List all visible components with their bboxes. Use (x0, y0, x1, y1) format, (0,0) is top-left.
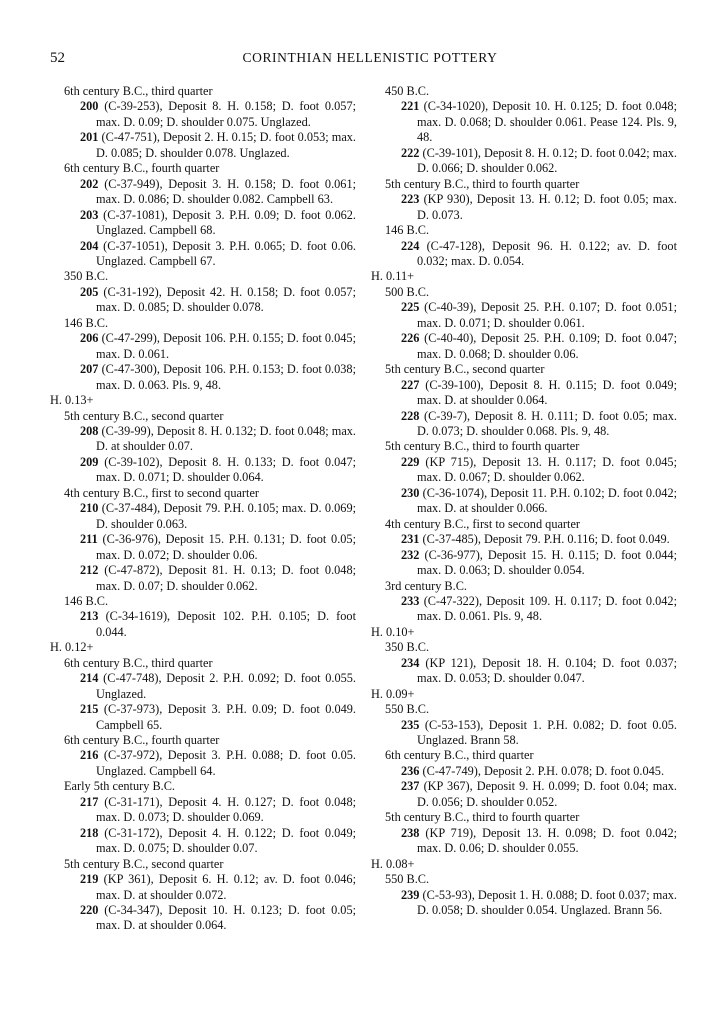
date-heading: 350 B.C. (64, 269, 109, 284)
date-heading: 450 B.C. (385, 84, 430, 98)
catalog-number: 239 (401, 887, 420, 902)
catalog-entry (50, 99, 356, 130)
catalog-entry (371, 455, 677, 486)
catalog-number: 231 (401, 532, 420, 547)
catalog-entry (371, 826, 677, 857)
catalog-number: 212 (80, 563, 99, 578)
catalog-entry (50, 455, 356, 486)
catalog-number: 230 (401, 485, 420, 500)
catalog-entry (50, 563, 356, 594)
catalog-description: (C-39-99), Deposit 8. H. 0.132; D. foot 0.048; max. D. at shoulder 0.07. (96, 423, 356, 454)
height-heading: H. 0.09+ (371, 686, 415, 701)
catalog-number: 205 (80, 284, 99, 299)
catalog-entry (371, 548, 677, 579)
catalog-number: 222 (401, 145, 420, 160)
catalog-description: (C-47-299), Deposit 106. P.H. 0.155; D. foot 0.045; max. D. 0.061. (96, 331, 356, 361)
catalog-description: (C-31-172), Deposit 4. H. 0.122; D. foot 0.049; max. D. 0.075; D. shoulder 0.07. (96, 825, 357, 856)
catalog-entry (50, 239, 356, 270)
date-heading: 500 B.C. (385, 284, 430, 299)
catalog-description: (C-31-192), Deposit 42. H. 0.158; D. foot 0.057; max. D. 0.085; D. shoulder 0.078. (96, 284, 356, 315)
catalog-description: (C-37-1081), Deposit 3. P.H. 0.09; D. foot 0.062. Unglazed. Campbell 68. (96, 207, 356, 238)
catalog-number: 217 (80, 794, 99, 809)
date-heading: 5th century B.C., third to fourth quarter (385, 439, 580, 454)
catalog-description: (C-31-171), Deposit 4. H. 0.127; D. foot 0.048; max. D. 0.073; D. shoulder 0.069. (96, 794, 357, 825)
catalog-entry (50, 609, 356, 640)
catalog-description: (C-37-485), Deposit 79. P.H. 0.116; D. foot 0.049. (422, 532, 670, 547)
catalog-entry (371, 532, 677, 547)
catalog-number: 213 (80, 609, 99, 624)
catalog-number: 238 (401, 825, 420, 840)
date-heading: 3rd century B.C. (385, 578, 467, 593)
height-heading: H. 0.13+ (50, 393, 94, 408)
catalog-number: 215 (80, 702, 99, 717)
catalog-number: 218 (80, 825, 99, 840)
catalog-number: 223 (401, 192, 420, 207)
date-heading: Early 5th century B.C. (64, 779, 175, 794)
catalog-description: (KP 715), Deposit 13. H. 0.117; D. foot 0.045; max. D. 0.067; D. shoulder 0.062. (417, 454, 677, 485)
catalog-entry (371, 764, 677, 779)
catalog-entry (50, 208, 356, 239)
date-heading: 6th century B.C., third quarter (385, 748, 534, 763)
running-title: CORINTHIAN HELLENISTIC POTTERY (242, 50, 498, 65)
date-heading: 5th century B.C., second quarter (64, 408, 224, 423)
catalog-entry (371, 378, 677, 409)
catalog-number: 236 (401, 763, 420, 778)
date-heading: 6th century B.C., fourth quarter (64, 161, 220, 176)
date-heading: 5th century B.C., third to fourth quarter (385, 810, 580, 825)
catalog-number: 225 (401, 300, 420, 315)
height-heading: H. 0.11+ (371, 269, 415, 284)
catalog-entry (371, 331, 677, 362)
catalog-entry (371, 99, 677, 145)
catalog-number: 201 (80, 130, 99, 145)
catalog-entry (371, 486, 677, 517)
catalog-number: 210 (80, 501, 99, 516)
catalog-description: (KP 367), Deposit 9. H. 0.099; D. foot 0.04; max. D. 0.056; D. shoulder 0.052. (417, 779, 678, 809)
catalog-entry (371, 192, 677, 223)
height-heading: H. 0.08+ (371, 856, 415, 871)
catalog-description: (C-36-976), Deposit 15. P.H. 0.131; D. foot 0.05; max. D. 0.072; D. shoulder 0.06. (96, 532, 356, 562)
catalog-number: 235 (401, 717, 420, 732)
catalog-number: 234 (401, 655, 420, 670)
catalog-entry (371, 239, 677, 270)
date-heading: 5th century B.C., third to fourth quarter (385, 176, 580, 191)
date-heading: 5th century B.C., second quarter (385, 362, 545, 377)
catalog-description: (C-47-749), Deposit 2. P.H. 0.078; D. foot 0.045. (422, 763, 665, 778)
date-heading: 4th century B.C., first to second quarter (64, 485, 259, 500)
catalog-description: (C-47-872), Deposit 81. H. 0.13; D. foot 0.048; max. D. 0.07; D. shoulder 0.062. (96, 563, 357, 593)
catalog-number: 206 (80, 331, 99, 346)
catalog-number: 228 (401, 408, 420, 423)
catalog-entry (371, 718, 677, 749)
catalog-entry (50, 795, 356, 826)
catalog-entry (50, 748, 356, 779)
date-heading: 550 B.C. (385, 702, 430, 717)
catalog-description: (C-39-102), Deposit 8. H. 0.133; D. foot 0.047; max. D. 0.071; D. shoulder 0.064. (96, 454, 357, 485)
catalog-description: (C-34-1619), Deposit 102. P.H. 0.105; D. foot 0.044. (96, 609, 356, 639)
height-heading: H. 0.12+ (50, 640, 94, 655)
catalog-number: 208 (80, 423, 99, 438)
catalog-number: 229 (401, 454, 420, 469)
catalog-entry (50, 671, 356, 702)
catalog-number: 224 (401, 238, 420, 253)
catalog-description: (C-34-1020), Deposit 10. H. 0.125; D. foot 0.048; max. D. 0.068; D. shoulder 0.061. Pease 124. Pls. 9, 48. (417, 99, 677, 145)
catalog-entry (371, 779, 677, 810)
catalog-entry (50, 903, 356, 934)
catalog-description: (KP 719), Deposit 13. H. 0.098; D. foot 0.042; max. D. 0.06; D. shoulder 0.055. (417, 825, 678, 856)
catalog-description: (C-40-39), Deposit 25. P.H. 0.107; D. foot 0.051; max. D. 0.071; D. shoulder 0.061. (417, 300, 677, 330)
catalog-entry (371, 656, 677, 687)
catalog-number: 209 (80, 454, 99, 469)
catalog-description: (C-37-1051), Deposit 3. P.H. 0.065; D. foot 0.06. Unglazed. Campbell 67. (96, 238, 356, 268)
catalog-entry (371, 409, 677, 440)
catalog-description: (C-37-949), Deposit 3. H. 0.158; D. foot 0.061; max. D. 0.086; D. shoulder 0.082. Campbell 63. (96, 176, 357, 207)
date-heading: 146 B.C. (64, 593, 109, 608)
catalog-description: (C-53-93), Deposit 1. H. 0.088; D. foot 0.037; max. D. 0.058; D. shoulder 0.054. Unglazed. Brann 56. (417, 887, 677, 918)
catalog-number: 200 (80, 99, 99, 114)
catalog-number: 227 (401, 377, 420, 392)
catalog-number: 220 (80, 903, 99, 918)
catalog-description: (KP 930), Deposit 13. H. 0.12; D. foot 0.05; max. D. 0.073. (417, 192, 678, 222)
date-heading: 146 B.C. (64, 315, 109, 330)
catalog-entry (50, 130, 356, 161)
catalog-number: 214 (80, 671, 99, 686)
page-number: 52 (50, 50, 65, 66)
catalog-number: 233 (401, 593, 420, 608)
catalog-description: (C-39-7), Deposit 8. H. 0.111; D. foot 0.05; max. D. 0.073; D. shoulder 0.068. Pls. 9, 48. (417, 408, 677, 438)
catalog-description: (C-37-973), Deposit 3. P.H. 0.09; D. foot 0.049. Campbell 65. (96, 702, 356, 732)
catalog-description: (KP 361), Deposit 6. H. 0.12; av. D. foot 0.046; max. D. at shoulder 0.072. (96, 872, 356, 902)
catalog-entry (50, 702, 356, 733)
catalog-entry (371, 888, 677, 919)
catalog-description: (C-47-300), Deposit 106. P.H. 0.153; D. foot 0.038; max. D. 0.063. Pls. 9, 48. (96, 362, 356, 392)
date-heading: 146 B.C. (385, 223, 430, 238)
catalog-entry (50, 532, 356, 563)
catalog-column-left (50, 84, 356, 934)
catalog-number: 207 (80, 362, 99, 377)
catalog-description: (C-36-977), Deposit 15. H. 0.115; D. foot 0.044; max. D. 0.063; D. shoulder 0.054. (417, 547, 677, 578)
catalog-number: 202 (80, 176, 99, 191)
catalog-description: (C-39-101), Deposit 8. H. 0.12; D. foot 0.042; max. D. 0.066; D. shoulder 0.062. (417, 145, 677, 176)
catalog-entry (50, 285, 356, 316)
catalog-number: 211 (80, 532, 98, 547)
catalog-number: 226 (401, 331, 420, 346)
catalog-entry (50, 362, 356, 393)
catalog-description: (C-39-100), Deposit 8. H. 0.115; D. foot 0.049; max. D. at shoulder 0.064. (417, 377, 677, 408)
page-header (50, 50, 690, 70)
catalog-description: (C-47-751), Deposit 2. H. 0.15; D. foot 0.053; max. D. 0.085; D. shoulder 0.078. Unglazed. (96, 130, 356, 160)
catalog-description: (C-47-128), Deposit 96. H. 0.122; av. D. foot 0.032; max. D. 0.054. (417, 238, 677, 268)
catalog-number: 232 (401, 547, 420, 562)
date-heading: 350 B.C. (385, 640, 430, 655)
height-heading: H. 0.10+ (371, 624, 415, 639)
catalog-entry (371, 300, 677, 331)
catalog-description: (C-39-253), Deposit 8. H. 0.158; D. foot 0.057; max. D. 0.09; D. shoulder 0.075. Unglazed. (96, 99, 357, 129)
catalog-description: (C-53-153), Deposit 1. P.H. 0.082; D. foot 0.05. Unglazed. Brann 58. (417, 717, 677, 748)
catalog-description: (C-40-40), Deposit 25. P.H. 0.109; D. foot 0.047; max. D. 0.068; D. shoulder 0.06. (417, 331, 677, 361)
catalog-number: 203 (80, 207, 99, 222)
catalog-entry (50, 826, 356, 857)
catalog-description: (KP 121), Deposit 18. H. 0.104; D. foot 0.037; max. D. 0.053; D. shoulder 0.047. (417, 655, 678, 686)
catalog-description: (C-37-972), Deposit 3. P.H. 0.088; D. foot 0.05. Unglazed. Campbell 64. (96, 748, 356, 778)
catalog-column-right (371, 84, 677, 918)
catalog-number: 219 (80, 872, 99, 887)
catalog-description: (C-37-484), Deposit 79. P.H. 0.105; max. D. 0.069; D. shoulder 0.063. (96, 501, 357, 531)
date-heading: 6th century B.C., third quarter (64, 84, 213, 98)
catalog-number: 204 (80, 238, 99, 253)
date-heading: 6th century B.C., fourth quarter (64, 733, 220, 748)
date-heading: 550 B.C. (385, 872, 430, 887)
catalog-description: (C-34-347), Deposit 10. H. 0.123; D. foot 0.05; max. D. at shoulder 0.064. (96, 903, 357, 933)
catalog-description: (C-36-1074), Deposit 11. P.H. 0.102; D. foot 0.042; max. D. at shoulder 0.066. (417, 485, 678, 516)
catalog-entry (50, 872, 356, 903)
catalog-entry (371, 594, 677, 625)
catalog-description: (C-47-322), Deposit 109. H. 0.117; D. foot 0.042; max. D. 0.061. Pls. 9, 48. (417, 593, 677, 624)
catalog-entry (50, 424, 356, 455)
catalog-entry (50, 177, 356, 208)
catalog-entry (50, 501, 356, 532)
date-heading: 5th century B.C., second quarter (64, 856, 224, 871)
catalog-number: 237 (401, 779, 420, 794)
catalog-entry (371, 146, 677, 177)
catalog-number: 221 (401, 99, 420, 114)
catalog-number: 216 (80, 748, 99, 763)
date-heading: 4th century B.C., first to second quarter (385, 516, 580, 531)
catalog-description: (C-47-748), Deposit 2. P.H. 0.092; D. foot 0.055. Unglazed. (96, 671, 356, 701)
date-heading: 6th century B.C., third quarter (64, 655, 213, 670)
catalog-entry (50, 331, 356, 362)
